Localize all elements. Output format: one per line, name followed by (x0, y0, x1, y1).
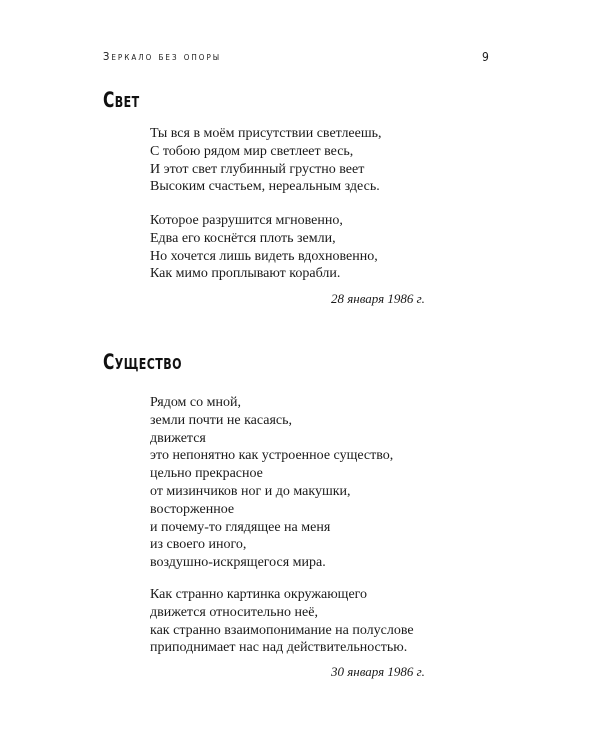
poem-line: приподнимает нас над действительностью. (150, 640, 408, 656)
poem-line: от мизинчиков ног и до макушки, (150, 483, 351, 499)
poem-line: и почему-то глядящее на меня (150, 519, 331, 535)
poem-line: Ты вся в моём присутствии светлеешь, (150, 126, 382, 141)
poem-line: Едва его коснётся плоть земли, (150, 230, 336, 246)
poem-line: движется относительно неё, (150, 604, 318, 620)
poem-1-stanza-2 (150, 212, 378, 283)
poem-line: воздушно-искрящегося мира. (150, 555, 326, 571)
poem-line: это непонятно как устроенное существо, (150, 448, 394, 464)
poem-line: движется (150, 430, 206, 446)
poem-title-sushchestvo: Существо (103, 350, 182, 374)
poem-title-svet: Свет (103, 88, 140, 112)
poem-line: как странно взаимопонимание на полуслове (150, 622, 414, 638)
poem-line: С тобою рядом мир светлеет весь, (150, 143, 354, 159)
poem-2-date: 30 января 1986 г. (331, 664, 425, 679)
poem-1-date: 28 января 1986 г. (331, 291, 425, 306)
poem-2-stanza-2 (150, 586, 414, 657)
poem-line: Рядом со мной, (150, 395, 241, 410)
poem-line: восторженное (150, 501, 235, 517)
poem-line: земли почти не касаясь, (150, 412, 293, 428)
poem-line: из своего иного, (150, 537, 247, 553)
poem-line: Которое разрушится мгновенно, (150, 213, 343, 228)
poem-1-stanza-1 (150, 125, 382, 196)
poem-line: Но хочется лишь видеть вдохновенно, (150, 248, 378, 264)
poem-line: Как мимо проплывают корабли. (150, 266, 341, 282)
poem-2-stanza-1 (150, 394, 393, 572)
running-head: Зеркало без опоры (103, 50, 222, 63)
poem-line: цельно прекрасное (150, 466, 263, 482)
poem-line: Высоким счастьем, нереальным здесь. (150, 179, 380, 195)
poem-line: Как странно картинка окружающего (150, 587, 368, 602)
page-number: 9 (482, 50, 489, 64)
poem-line: И этот свет глубинный грустно веет (150, 161, 365, 177)
